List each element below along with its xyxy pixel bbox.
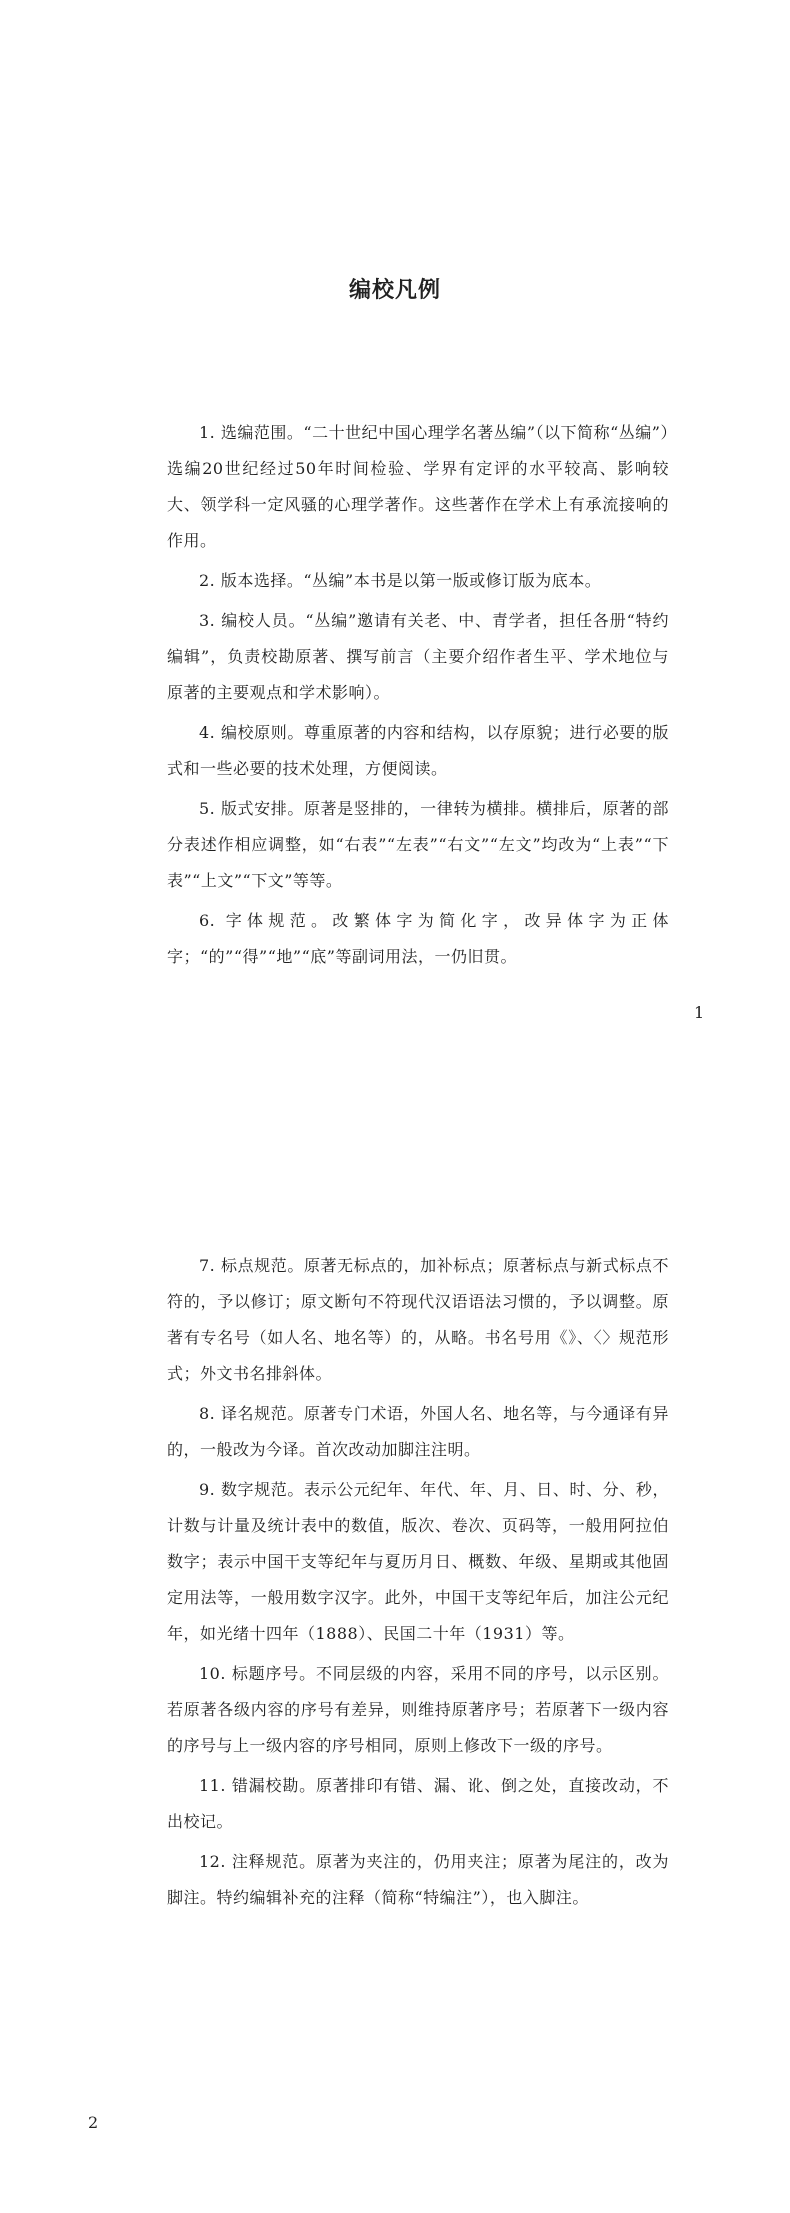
rule-paragraph-12: 12. 注释规范。原著为夹注的，仍用夹注；原著为尾注的，改为脚注。特约编辑补充的注释（简称“特编注”），也入脚注。 [167, 1852, 669, 1907]
page-2-body [167, 1248, 669, 1920]
rule-paragraph-7: 7. 标点规范。原著无标点的，加补标点；原著标点与新式标点不符的，予以修订；原文断句不符现代汉语语法习惯的，予以调整。原著有专名号（如人名、地名等）的，从略。书名号用《》、〈〉规范形式；外文书名排斜体。 [167, 1256, 669, 1383]
rule-paragraph-5: 5. 版式安排。原著是竖排的，一律转为横排。横排后，原著的部分表述作相应调整，如“右表”“左表”“右文”“左文”均改为“上表”“下表”“上文”“下文”等等。 [167, 799, 669, 890]
rule-paragraph-8: 8. 译名规范。原著专门术语，外国人名、地名等，与今通译有异的，一般改为今译。首次改动加脚注注明。 [167, 1404, 669, 1459]
page-title: 编校凡例 [348, 276, 441, 303]
rule-paragraph-3: 3. 编校人员。“丛编”邀请有关老、中、青学者，担任各册“特约编辑”，负责校勘原著、撰写前言（主要介绍作者生平、学术地位与原著的主要观点和学术影响）。 [167, 611, 669, 702]
rule-paragraph-4: 4. 编校原则。尊重原著的内容和结构，以存原貌；进行必要的版式和一些必要的技术处理，方便阅读。 [167, 723, 669, 778]
rule-paragraph-6: 6. 字体规范。改繁体字为简化字，改异体字为正体字；“的”“得”“地”“底”等副词用法，一仍旧贯。 [167, 911, 669, 966]
rule-paragraph-2: 2. 版本选择。“丛编”本书是以第一版或修订版为底本。 [199, 571, 602, 590]
page-number: 2 [88, 2113, 99, 2132]
rule-paragraph-1: 1. 选编范围。“二十世纪中国心理学名著丛编”（以下简称“丛编”）选编20世纪经过50年时间检验、学界有定评的水平较高、影响较大、领学科一定风骚的心理学著作。这些著作在学术上有承流接响的作用。 [167, 423, 669, 550]
page-number: 1 [694, 1003, 705, 1022]
page-1-body [167, 415, 669, 979]
rule-paragraph-11: 11. 错漏校勘。原著排印有错、漏、讹、倒之处，直接改动，不出校记。 [167, 1776, 669, 1831]
rule-paragraph-9: 9. 数字规范。表示公元纪年、年代、年、月、日、时、分、秒，计数与计量及统计表中的数值，版次、卷次、页码等，一般用阿拉伯数字；表示中国干支等纪年与夏历月日、概数、年级、星期或其他固定用法等，一般用数字汉字。此外，中国干支等纪年后，加注公元纪年，如光绪十四年（1888）、民国二十年（1931）等。 [167, 1480, 669, 1643]
rule-paragraph-10: 10. 标题序号。不同层级的内容，采用不同的序号，以示区别。若原著各级内容的序号有差异，则维持原著序号；若原著下一级内容的序号与上一级内容的序号相同，原则上修改下一级的序号。 [167, 1664, 669, 1755]
